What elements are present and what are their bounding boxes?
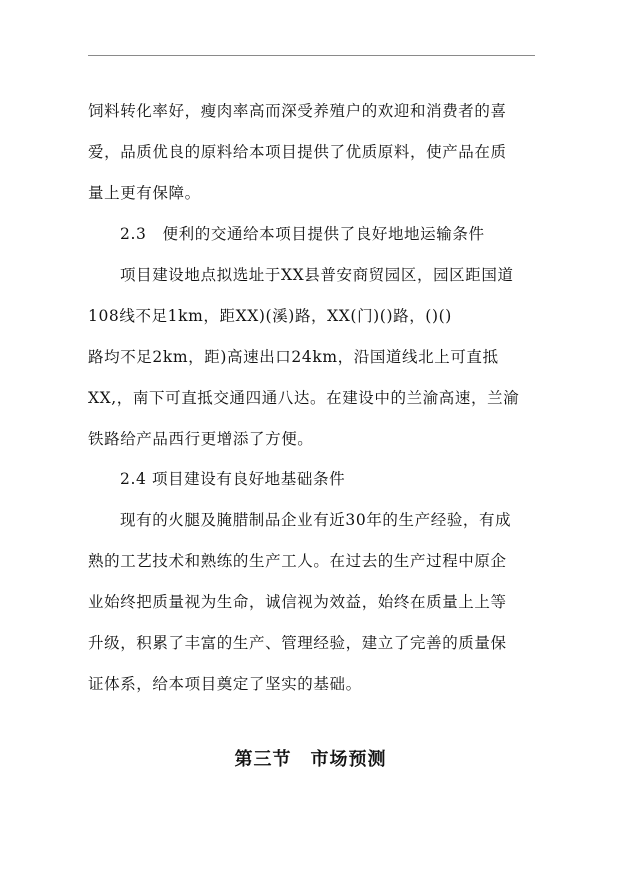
paragraph-line: 饲料转化率好，瘦肉率高而深受养殖户的欢迎和消费者的喜 — [88, 102, 507, 120]
paragraph-line: 现有的火腿及腌腊制品企业有近30年的生产经验，有成 — [120, 511, 512, 529]
paragraph-line: 铁路给产品西行更增添了方便。 — [88, 430, 314, 448]
subsection-heading-2-3: 2.3 便利的交通给本项目提供了良好地地运输条件 — [120, 225, 485, 243]
paragraph-line: 升级，积累了丰富的生产、管理经验，建立了完善的质量保 — [88, 634, 507, 652]
paragraph-line: 业始终把质量视为生命，诚信视为效益，始终在质量上上等 — [88, 593, 507, 611]
paragraph-line: 路均不足2km，距)高速出口24km，沿国道线北上可直抵 — [88, 348, 499, 366]
paragraph-line: 108线不足1km，距XX)(溪)路，XX(门)()路，()() — [88, 307, 452, 325]
header-divider — [88, 55, 535, 56]
paragraph-line: 熟的工艺技术和熟练的生产工人。在过去的生产过程中原企 — [88, 552, 507, 570]
paragraph-line: 量上更有保障。 — [88, 184, 201, 202]
paragraph-line: 爱，品质优良的原料给本项目提供了优质原料，使产品在质 — [88, 143, 507, 161]
section-heading: 第三节 市场预测 — [234, 749, 387, 770]
subsection-heading-2-4: 2.4 项目建设有良好地基础条件 — [120, 470, 346, 488]
paragraph-line: 项目建设地点拟选址于XX县普安商贸园区，园区距国道 — [120, 266, 514, 284]
paragraph-line: XX,，南下可直抵交通四通八达。在建设中的兰渝高速，兰渝 — [88, 389, 520, 407]
paragraph-line: 证体系，给本项目奠定了坚实的基础。 — [88, 675, 362, 693]
